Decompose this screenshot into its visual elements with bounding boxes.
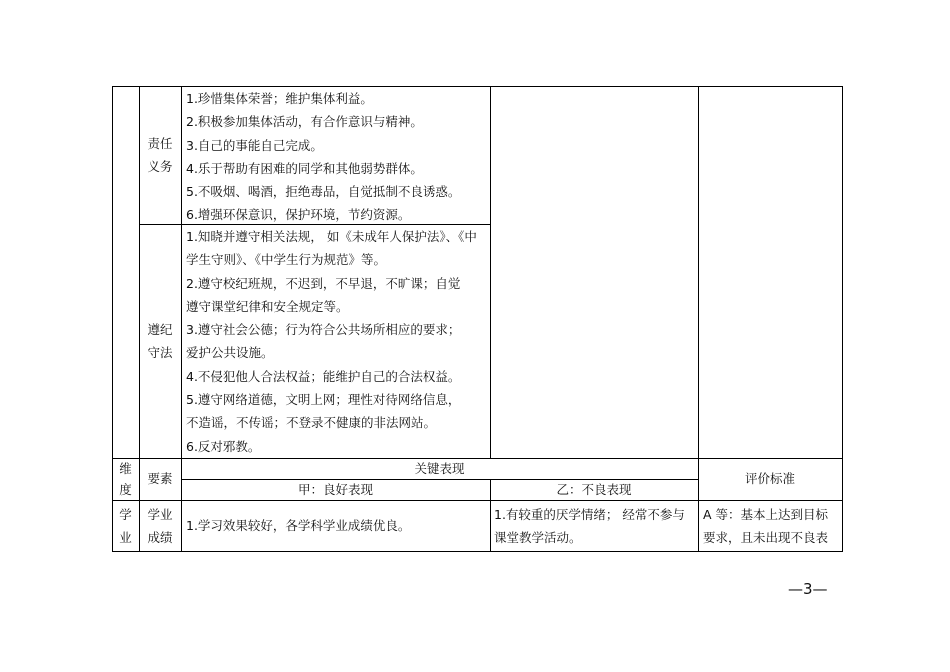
header-good — [181, 479, 490, 500]
list-item: 6.增强环保意识，保护环境，节约资源。 — [186, 207, 411, 223]
law-label-line: 遵纪 — [147, 322, 173, 337]
academic-dimension-line: 业 — [119, 530, 132, 545]
responsibility-label-line: 义务 — [147, 159, 173, 174]
header-good-text: 甲：良好表现 — [297, 482, 373, 497]
academic-dimension — [112, 503, 139, 549]
rule-header-bottom — [112, 500, 843, 501]
academic-criteria-line: 要求，且未出现不良表 — [703, 530, 829, 546]
academic-good — [186, 514, 486, 537]
list-item: 2.积极参加集体活动，有合作意识与精神。 — [186, 114, 423, 130]
list-item: 1.知晓并遵守相关法规， 如《未成年人保护法》、《中 — [186, 229, 477, 244]
list-item: 爱护公共设施。 — [186, 345, 274, 361]
header-criteria-text: 评价标准 — [744, 471, 795, 486]
list-item: 3.自己的事能自己完成。 — [186, 137, 323, 153]
academic-good-text: 1.学习效果较好，各学科学业成绩优良。 — [186, 518, 411, 533]
responsibility-label — [139, 132, 181, 178]
list-item: 3.遵守社会公德；行为符合公共场所相应的要求； — [186, 322, 461, 338]
header-element-text: 要素 — [147, 471, 173, 486]
list-item: 5.遵守网络道德，文明上网；理性对待网络信息， — [186, 392, 461, 408]
law-items — [186, 225, 486, 458]
list-item: 6.反对邪教。 — [186, 438, 261, 454]
academic-bad-line: 课堂教学活动。 — [494, 530, 582, 546]
header-dimension-line: 维 — [119, 461, 132, 476]
header-dimension-line: 度 — [119, 482, 132, 497]
list-item: 4.乐于帮助有困难的同学和其他弱势群体。 — [186, 160, 423, 176]
col-divider-good — [490, 86, 491, 459]
responsibility-label-line: 责任 — [147, 136, 173, 151]
header-element — [139, 458, 181, 500]
page-number: —3— — [788, 580, 828, 598]
responsibility-items — [186, 87, 486, 227]
list-item: 遵守课堂纪律和安全规定等。 — [186, 298, 349, 314]
list-item: 学生守则》、《中学生行为规范》等。 — [186, 252, 387, 268]
header-bad — [490, 479, 698, 500]
law-label-line: 守法 — [147, 345, 173, 360]
header-key-performance-text: 关键表现 — [414, 461, 465, 476]
academic-bad — [494, 503, 696, 550]
academic-element — [139, 503, 181, 549]
academic-criteria — [703, 503, 841, 550]
list-item: 不造谣，不传谣；不登录不健康的非法网站。 — [186, 415, 437, 431]
header-dimension — [112, 458, 139, 500]
academic-criteria-line: A 等：基本上达到目标 — [703, 507, 829, 522]
academic-dimension-line: 学 — [119, 507, 132, 522]
list-item: 4.不侵犯他人合法权益；能维护自己的合法权益。 — [186, 368, 461, 384]
law-label — [139, 318, 181, 364]
table-right-border — [842, 86, 843, 552]
list-item: 1.珍惜集体荣誉；维护集体利益。 — [186, 91, 373, 106]
academic-element-line: 成绩 — [147, 530, 173, 545]
academic-bad-line: 1.有较重的厌学情绪； 经常不参与 — [494, 507, 685, 522]
list-item: 5.不吸烟、喝酒，拒绝毒品，自觉抵制不良诱惑。 — [186, 184, 461, 200]
list-item: 2.遵守校纪班规，不迟到，不早退，不旷课；自觉 — [186, 275, 461, 291]
header-key-performance — [181, 458, 698, 479]
academic-element-line: 学业 — [147, 507, 173, 522]
table-bottom-border — [112, 551, 843, 552]
header-criteria — [698, 458, 842, 500]
header-bad-text: 乙：不良表现 — [556, 482, 632, 497]
